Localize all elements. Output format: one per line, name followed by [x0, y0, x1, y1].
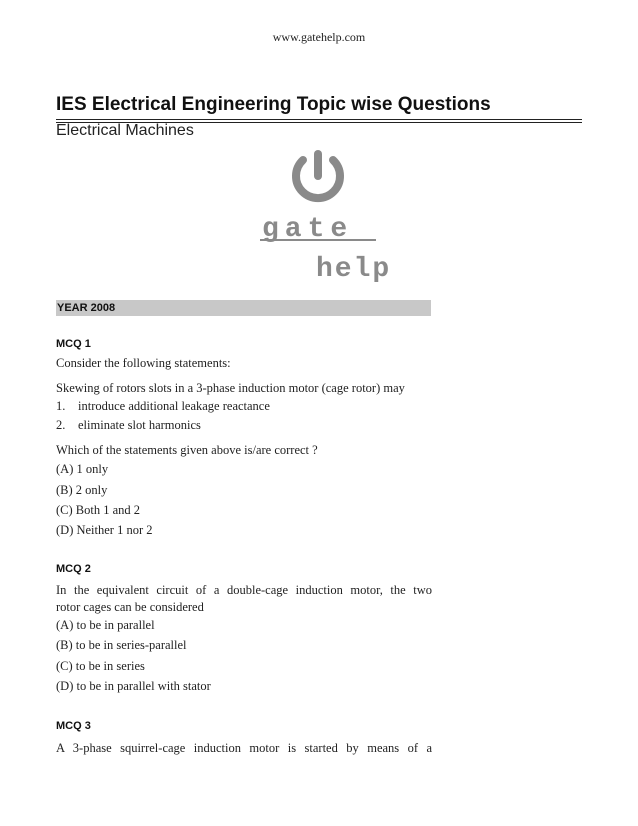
- page-title: IES Electrical Engineering Topic wise Questions: [56, 94, 491, 115]
- gatehelp-logo: [258, 150, 392, 285]
- question-stem: Skewing of rotors slots in a 3-phase induction motor (cage rotor) may: [56, 381, 405, 395]
- site-url: www.gatehelp.com: [272, 30, 366, 44]
- answer-option: (A) 1 only: [56, 462, 109, 476]
- statement-text: introduce additional leakage reactance: [78, 399, 270, 413]
- question-label: MCQ 3: [56, 720, 91, 732]
- power-icon: [296, 154, 340, 198]
- question-label: MCQ 1: [56, 338, 91, 350]
- answer-option: (A) to be in parallel: [56, 618, 155, 632]
- statement-text: eliminate slot harmonics: [78, 418, 201, 432]
- statement-number: 1.: [56, 399, 66, 413]
- statement-item: [56, 418, 432, 433]
- logo-word-bottom: help: [316, 254, 392, 285]
- logo-word-top: gate: [262, 214, 354, 245]
- question-stem-line: rotor cages can be considered: [56, 600, 204, 614]
- statement-item: [56, 399, 432, 414]
- year-bar: [56, 300, 431, 316]
- title-rule-top: [56, 119, 582, 120]
- page-subtitle: Electrical Machines: [56, 122, 194, 139]
- question-stem-line: In the equivalent circuit of a double-cage induction motor, the two: [56, 583, 432, 597]
- question-label: MCQ 2: [56, 563, 91, 575]
- question-intro: Consider the following statements:: [56, 356, 231, 370]
- answer-option: (D) to be in parallel with stator: [56, 679, 211, 693]
- answer-option: (D) Neither 1 nor 2: [56, 523, 153, 537]
- answer-option: (C) Both 1 and 2: [56, 503, 141, 517]
- question-stem-line: A 3-phase squirrel-cage induction motor is started by means of a: [56, 741, 432, 755]
- answer-option: (B) to be in series-parallel: [56, 638, 187, 652]
- year-label: YEAR 2008: [57, 302, 116, 314]
- answer-option: (B) 2 only: [56, 483, 108, 497]
- question-prompt: Which of the statements given above is/are correct ?: [56, 443, 318, 457]
- answer-option: (C) to be in series: [56, 659, 145, 673]
- statement-number: 2.: [56, 418, 66, 432]
